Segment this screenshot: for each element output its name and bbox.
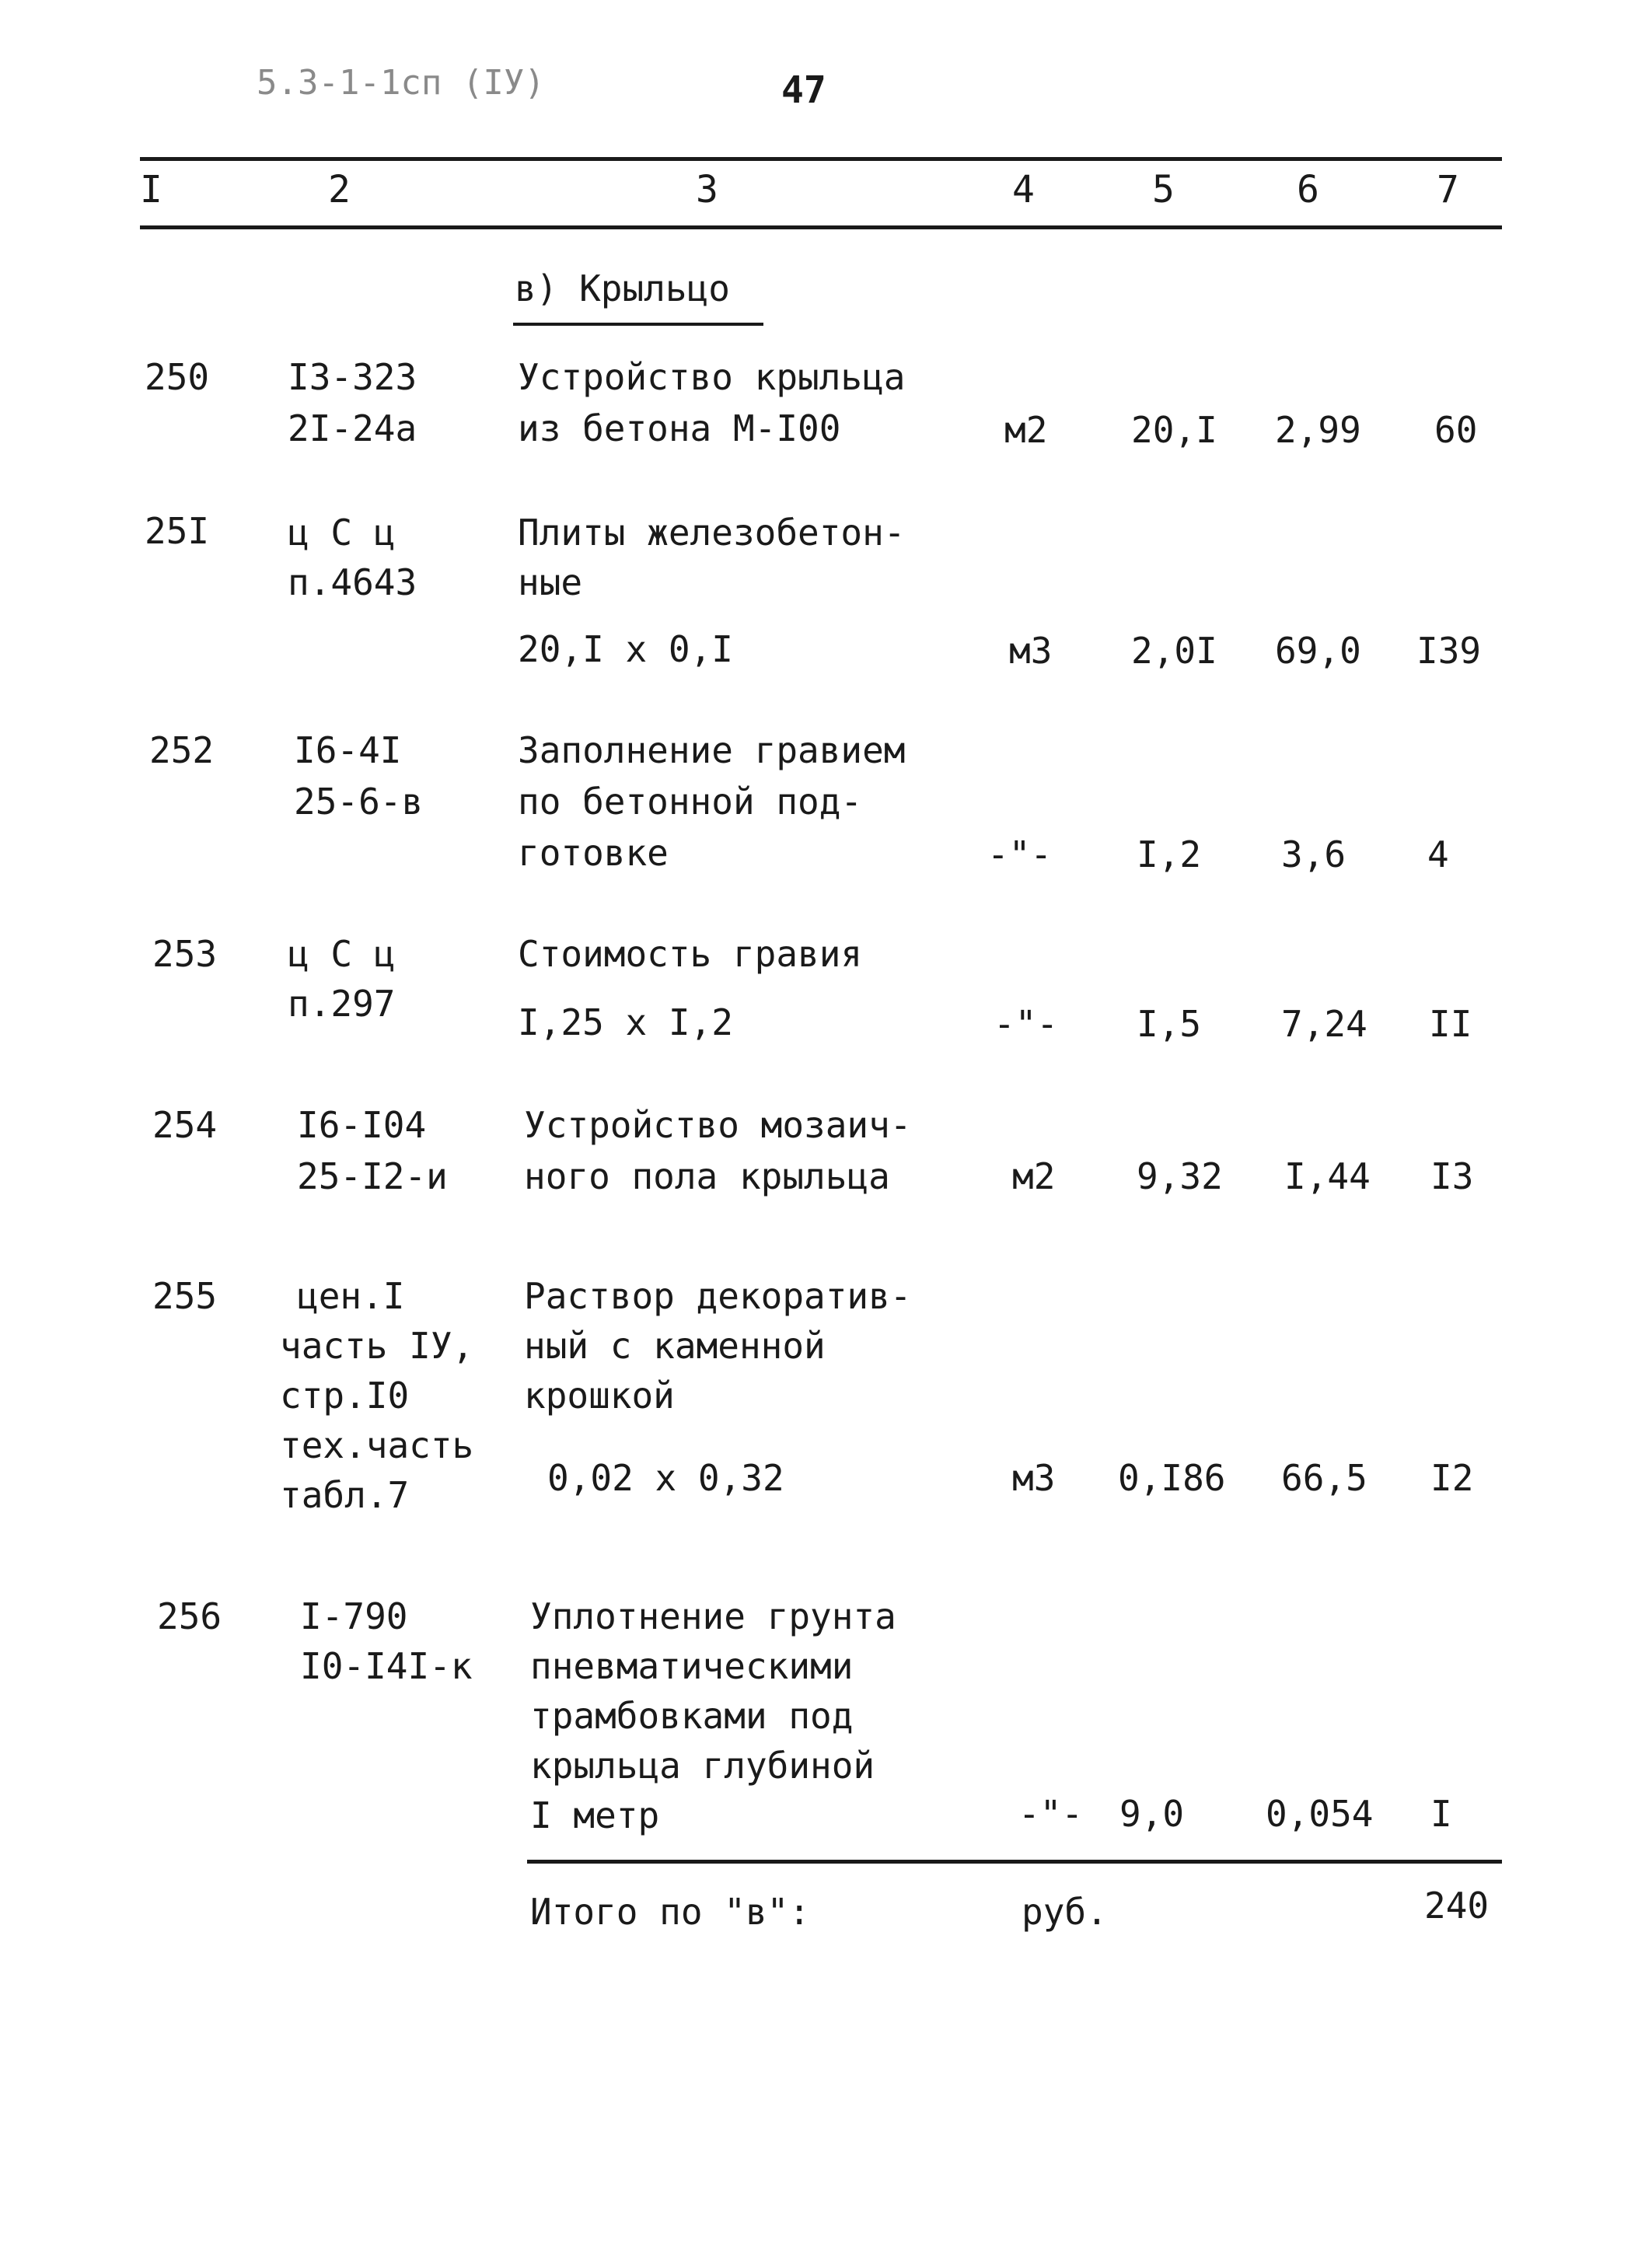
row-251-number: 25I — [145, 510, 210, 552]
col-header-7: 7 — [1437, 168, 1459, 211]
row-255-ref-1: цен.I — [297, 1275, 405, 1317]
total-unit: руб. — [1022, 1891, 1108, 1933]
row-250-ref-2: 2I-24а — [288, 407, 417, 449]
total-rule — [527, 1860, 1502, 1864]
row-256-desc-2: пневматическими — [530, 1645, 854, 1687]
row-256-number: 256 — [157, 1595, 222, 1637]
section-title: в) Крыльцо — [515, 267, 730, 309]
row-252-ref-2: 25-6-в — [294, 781, 424, 823]
row-252-desc-3: готовке — [518, 832, 669, 874]
row-254-desc-1: Устройство мозаич- — [524, 1104, 912, 1146]
col-header-6: 6 — [1297, 168, 1319, 211]
row-250-price: 2,99 — [1275, 409, 1361, 451]
row-251-total: I39 — [1416, 630, 1482, 672]
row-255-unit: м3 — [1012, 1457, 1056, 1499]
col-header-4: 4 — [1012, 168, 1035, 211]
row-253-quantity: I,5 — [1137, 1003, 1202, 1045]
row-256-desc-1: Уплотнение грунта — [530, 1595, 896, 1637]
row-251-quantity: 2,0I — [1131, 630, 1217, 672]
row-256-ref-2: I0-I4I-к — [300, 1645, 473, 1687]
row-256-desc-3: трамбовками под — [530, 1695, 854, 1737]
row-251-price: 69,0 — [1275, 630, 1361, 672]
total-label: Итого по "в": — [530, 1891, 811, 1933]
row-251-desc-1: Плиты железобетон- — [518, 512, 906, 554]
row-255-number: 255 — [152, 1275, 218, 1317]
col-header-2: 2 — [328, 168, 351, 211]
row-253-desc-1: Стоимость гравия — [518, 933, 863, 975]
row-255-desc-2: ный с каменной — [524, 1325, 826, 1367]
row-252-quantity: I,2 — [1137, 833, 1202, 875]
row-255-ref-2: часть IУ, — [280, 1325, 474, 1367]
row-254-unit: м2 — [1012, 1155, 1056, 1197]
row-255-desc-1: Раствор декоратив- — [524, 1275, 912, 1317]
row-254-desc-2: ного пола крыльца — [524, 1155, 890, 1197]
row-254-ref-2: 25-I2-и — [297, 1155, 448, 1197]
row-251-desc-3: 20,I x 0,I — [518, 628, 733, 670]
row-250-ref-1: I3-323 — [288, 356, 417, 398]
row-252-price: 3,6 — [1281, 833, 1346, 875]
row-255-total: I2 — [1430, 1457, 1474, 1499]
row-253-unit: -"- — [994, 1003, 1059, 1045]
row-250-quantity: 20,I — [1131, 409, 1217, 451]
row-253-ref-1: ц С ц — [288, 933, 396, 975]
row-254-ref-1: I6-I04 — [297, 1104, 427, 1146]
row-255-price: 66,5 — [1281, 1457, 1367, 1499]
row-252-desc-2: по бетонной под- — [518, 781, 863, 823]
row-254-quantity: 9,32 — [1137, 1155, 1223, 1197]
row-256-price: 0,054 — [1266, 1793, 1374, 1835]
col-header-1: I — [140, 168, 162, 211]
col-header-5: 5 — [1152, 168, 1175, 211]
row-256-ref-1: I-790 — [300, 1595, 408, 1637]
row-256-desc-4: крыльца глубиной — [530, 1745, 875, 1787]
row-255-ref-3: стр.I0 — [280, 1375, 410, 1417]
row-251-desc-2: ные — [518, 561, 583, 603]
row-255-desc-3: крошкой — [524, 1375, 675, 1417]
row-251-ref-1: ц С ц — [288, 512, 396, 554]
row-255-ref-4: тех.часть — [280, 1424, 474, 1466]
row-256-total: I — [1430, 1793, 1452, 1835]
row-253-total: II — [1429, 1003, 1472, 1045]
row-251-ref-2: п.4643 — [288, 561, 417, 603]
row-251-unit: м3 — [1009, 630, 1053, 672]
row-250-desc-2: из бетона М-I00 — [518, 407, 841, 449]
row-252-total: 4 — [1427, 833, 1449, 875]
row-253-number: 253 — [152, 933, 218, 975]
row-250-desc-1: Устройство крыльца — [518, 356, 906, 398]
row-255-desc-4: 0,02 x 0,32 — [547, 1457, 784, 1499]
row-256-desc-5: I метр — [530, 1794, 660, 1836]
row-252-desc-1: Заполнение гравием — [518, 729, 906, 771]
header-bottom-rule — [140, 225, 1502, 229]
section-title-underline — [513, 323, 763, 326]
document-code: 5.3-1-1сп (IУ) — [257, 63, 545, 103]
row-254-number: 254 — [152, 1104, 218, 1146]
page-number: 47 — [781, 68, 826, 112]
col-header-3: 3 — [696, 168, 718, 211]
row-252-number: 252 — [149, 729, 215, 771]
row-256-unit: -"- — [1018, 1793, 1084, 1835]
header-top-rule — [140, 157, 1502, 161]
row-254-total: I3 — [1430, 1155, 1474, 1197]
total-value: 240 — [1424, 1885, 1490, 1927]
row-253-desc-2: I,25 x I,2 — [518, 1001, 733, 1043]
row-253-price: 7,24 — [1281, 1003, 1367, 1045]
row-253-ref-2: п.297 — [288, 983, 396, 1025]
row-255-quantity: 0,I86 — [1118, 1457, 1226, 1499]
row-252-unit: -"- — [987, 833, 1053, 875]
row-255-ref-5: табл.7 — [280, 1474, 410, 1516]
row-252-ref-1: I6-4I — [294, 729, 402, 771]
row-250-unit: м2 — [1004, 409, 1048, 451]
row-254-price: I,44 — [1284, 1155, 1371, 1197]
row-250-total: 60 — [1434, 409, 1478, 451]
row-250-number: 250 — [145, 356, 210, 398]
row-256-quantity: 9,0 — [1119, 1793, 1185, 1835]
